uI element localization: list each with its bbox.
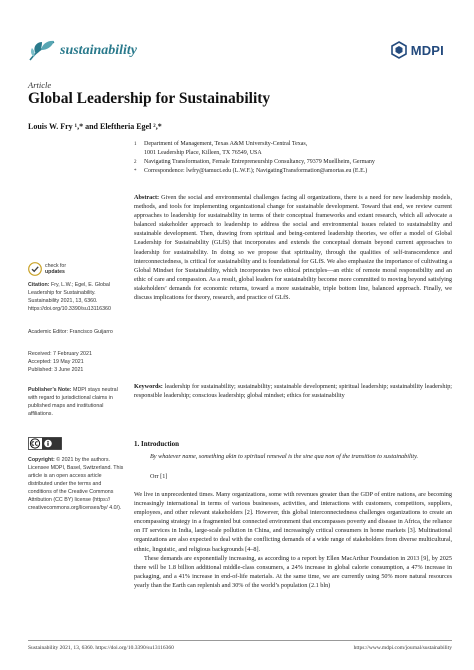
received-date: Received: 7 February 2021 (28, 351, 92, 357)
affiliation-mark (134, 149, 144, 158)
affiliation-text: Navigating Transformation, Female Entrepreneurship Consultancy, 79379 Muellheim, Germany (144, 159, 375, 165)
article-type: Article (28, 80, 52, 90)
affiliation-text: 1001 Leadership Place, Killeen, TX 76549, USA (144, 150, 262, 156)
affiliations (134, 140, 454, 176)
footer-citation[interactable]: Sustainability 2021, 13, 6360. https://doi.org/10.3390/su13116360 (28, 645, 174, 651)
affiliation-2 (134, 158, 454, 167)
accepted-date: Accepted: 19 May 2021 (28, 359, 84, 365)
academic-editor-label: Academic Editor: (28, 329, 69, 335)
copyright-label: Copyright: (28, 457, 55, 463)
footer-divider (28, 640, 452, 641)
paragraph: These demands are exponentially increasing, as according to a report by Ellen MacArthur Foundation in 2013 [9], by 2025 there will be 1.8 billion additional middle-class consumers, a 24% increase in global calorie consumption, a 47% increase in packaging, and a 41% increase in end-of-life materials. At the same time, we are currently using 50% more natural resources yearly than the Earth can replenish and 30% of the world’s population (2.1 bln) (134, 554, 452, 589)
check-for-updates-icon (28, 262, 42, 276)
mdpi-logo (388, 40, 448, 60)
check-for-updates-button[interactable] (28, 262, 66, 276)
affiliation-mark: * (134, 169, 137, 174)
citation-block (28, 281, 124, 313)
academic-editor (28, 328, 124, 336)
affiliation-mark: 1 (134, 142, 137, 147)
epigraph-quote: By whatever name, something akin to spiritual renewal is the sine qua non of the transition to sustainability. (150, 453, 419, 460)
keywords (134, 382, 452, 400)
abstract-text: Given the social and environmental challenges facing all organizations, there is a need for new leadership models, methods, and tools for implementing organizational change for sustainable development. Toward that end, we review current approaches to leadership for sustainability in terms of their conceptual frameworks and extant research, which all advocate a balanced stakeholder approach to leadership to address the social and environmental issues related to sustainability and sustainable development. Then, drawing from spiritual and being-centered leadership theories, we offer a model of Global Leadership for Sustainability (GLfS) that incorporates and extends the conceptual domain beyond current approaches to leadership for sustainability. In doing so we propose that spirituality, through the qualities of self-transcendence and interconnectedness, is critical for sustainability and is foundational for GLfS. We also emphasize the importance of cultivating a Global Mindset for Sustainability, which incorporates two ethical principles—an ethic of remote moral responsibility and an ethic of care and compassion. As a result, global leaders for sustainability become more committed to moving beyond satisfying stakeholders’ demands for economic returns, toward a more sustainable, triple bottom line, balanced approach. Finally, we discuss implications for theory, research, and practice of GLfS. (134, 194, 452, 302)
affiliation-1-address (134, 149, 454, 158)
keywords-label: Keywords: (134, 383, 163, 390)
epigraph-source (150, 473, 167, 480)
copyright-text: © 2021 by the authors. Licensee MDPI, Basel, Switzerland. This article is an open access article distributed under the terms and conditions of the Creative Commons Attribution (CC BY) license (https:// creativecommons.org/licenses/by/ 4.0/). (28, 457, 124, 511)
article-title: Global Leadership for Sustainability (28, 90, 271, 107)
author-list: Louis W. Fry ¹,* and Eleftheria Egel ²,* (28, 122, 162, 131)
keywords-text: leadership for sustainability; sustainability; sustainable development; spiritual leadership; sustainability leadership; responsible leadership; conscious leadership; global mindset; ethics for sustainability (134, 383, 453, 400)
check-for-updates-label: check for updates (45, 263, 67, 275)
introduction-body (134, 490, 452, 590)
copyright-block (28, 456, 124, 512)
creative-commons-license-icon (28, 437, 62, 450)
correspondence-text: Correspondence: lwfry@tamuct.edu (L.W.F.); NavigatingTransformation@amortas.eu (E.E.) (144, 168, 368, 174)
citation-label: Citation: (28, 282, 50, 288)
mdpi-wordmark: MDPI (410, 42, 444, 58)
section-heading: 1. Introduction (134, 440, 179, 448)
affiliation-1 (134, 140, 454, 149)
footer-journal-url[interactable]: https://www.mdpi.com/journal/sustainability (353, 645, 452, 651)
published-date: Published: 3 June 2021 (28, 367, 84, 373)
abstract-label: Abstract: (134, 194, 160, 201)
epigraph-source-text[interactable]: Orr [1] (150, 473, 168, 480)
publisher-note-text: MDPI stays neutral with regard to jurisdictional claims in published maps and institutional affiliations. (28, 387, 118, 417)
publisher-note-label: Publisher’s Note: (28, 387, 72, 393)
affiliation-text: Department of Management, Texas A&M University-Central Texas, (144, 141, 308, 147)
paragraph: We live in unprecedented times. Many organizations, some with revenues greater than the GDP of entire nations, are becoming increasingly international in terms of various businesses, activities, and interactions with customers, competitors, suppliers, employees, and other relevant stakeholders [2]. However, this global interconnectedness challenges organizations to create an encompassing strategy in a fragmented but connected environment that encompasses poverty and disease in Africa, the reliance on IT services in India, large-scale pollution in China, and increasingly critical consumers in home markets [3]. Multinational organizations are also expected to deal with the conflicting demands of a wide range of stakeholders from diverse multicultural, ethnic, linguistic, and religious backgrounds [4–8]. (134, 491, 452, 553)
dates-block (28, 350, 124, 374)
correspondence (134, 167, 454, 176)
mdpi-hexagon-icon (390, 41, 408, 59)
sustainability-leaf-logo-icon (28, 38, 56, 62)
affiliation-mark: 2 (134, 160, 137, 165)
abstract (134, 193, 452, 302)
citation-text: Fry, L.W.; Egel, E. Global Leadership for Sustainability. Sustainability 2021, 13, 6360. https://doi.org/10.3390/su13116360 (28, 282, 111, 312)
publisher-note (28, 386, 124, 418)
academic-editor-name: Francisco Guijarro (69, 329, 113, 335)
journal-name: sustainability (60, 43, 138, 58)
